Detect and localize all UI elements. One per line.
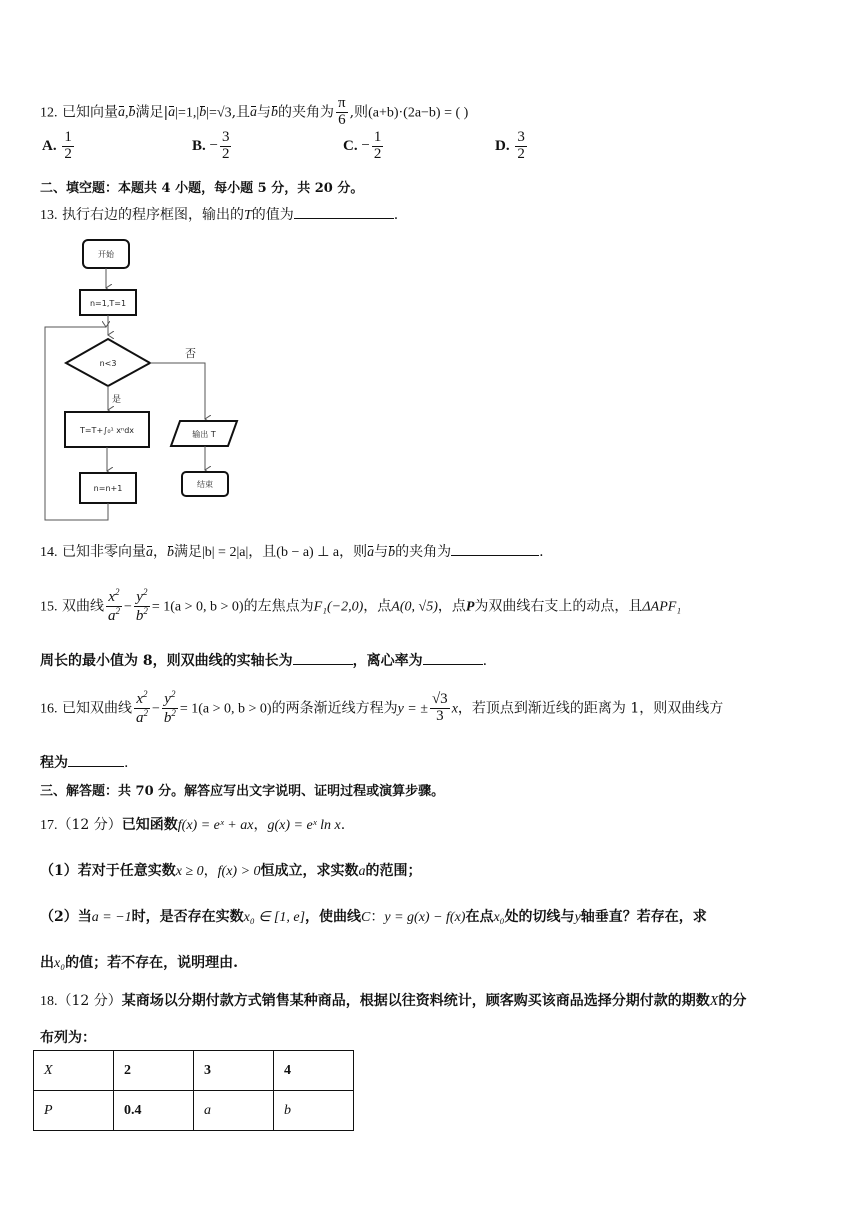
vector-b: b: [199, 105, 207, 121]
table-row: [34, 1091, 354, 1131]
q12-text: 满足|: [135, 104, 169, 121]
vector-a: a: [367, 545, 375, 560]
period: .: [340, 817, 346, 833]
init-label: n=1,T=1: [89, 299, 127, 308]
output-label: 输出 T: [192, 430, 216, 439]
q17-text: 处的切线与: [504, 909, 575, 925]
a-value: a = −1: [91, 910, 132, 925]
question-13: [40, 204, 398, 224]
denominator: 3: [436, 707, 444, 724]
option-fraction: [515, 130, 527, 163]
question-18-line-2: 布列为：: [40, 1030, 96, 1046]
variable-a: a: [358, 864, 366, 879]
q17-text: 当: [77, 909, 92, 925]
q13-text: 执行右边的程序框图，输出的: [61, 207, 244, 223]
x-squared-over-a-squared: $\frac{x^2}{a^2}$: [135, 689, 148, 726]
question-15: 15. 双曲线 $\frac{x^2}{a^2}$ − $\frac{y^2}{b^2}$ = 1(a > 0, b > 0)的左焦点为F₁(−2,0)，点A(0, √5)，点P为双曲线右支上的动点，且ΔAPF₁: [40, 587, 682, 624]
table-cell: 3: [194, 1051, 274, 1091]
q17-text: 已知函数: [121, 817, 178, 833]
table-cell: 4: [274, 1051, 354, 1091]
question-18: [40, 990, 746, 1010]
question-12: [40, 96, 468, 129]
x-squared-over-a-squared: $\frac{x^2}{a^2}$: [107, 587, 120, 624]
q16-text: 已知双曲线: [61, 700, 132, 717]
comma: ，: [152, 544, 167, 560]
table-cell: P: [34, 1091, 114, 1131]
q17-text: 在点: [465, 909, 494, 925]
asymptote-x: x: [451, 701, 458, 717]
question-number: 14.: [40, 545, 58, 560]
q16-text: 程为: [40, 755, 68, 771]
q15-text: 周长的最小值为 8，则双曲线的实轴长为: [40, 653, 293, 669]
table-cell: X: [34, 1051, 114, 1091]
q12-text: ,且: [231, 104, 251, 121]
option-d[interactable]: [495, 130, 529, 163]
denominator: 2: [221, 145, 230, 162]
question-17-part-1: [40, 860, 422, 880]
q18-text: 的分: [718, 993, 747, 1009]
q15-text: 的左焦点为: [243, 598, 314, 615]
q17-text: 若对于任意实数: [77, 863, 176, 879]
curve-equation: y = g(x) − f(x): [384, 910, 466, 925]
curve-C: C: [361, 910, 371, 925]
table-row: [34, 1051, 354, 1091]
vector-a: a: [145, 545, 153, 560]
question-number: 13.: [40, 208, 58, 223]
answer-blank-axis-length[interactable]: [293, 650, 353, 665]
variable-T: T: [243, 208, 252, 223]
option-a[interactable]: [42, 130, 76, 163]
function-g: g(x) = eˣ ln x: [267, 818, 341, 833]
q17-text: 时，是否存在实数: [131, 909, 244, 925]
q17-text: 出: [40, 955, 54, 971]
question-number: 18.: [40, 994, 58, 1009]
comma: ,: [124, 105, 129, 121]
end-label: 结束: [197, 480, 213, 489]
table-cell: b: [274, 1091, 354, 1131]
q12-text: ,则: [349, 104, 369, 121]
numerator: 3: [221, 129, 230, 145]
q17-text: 恒成立，求实数: [260, 863, 359, 879]
angle-fraction: [336, 96, 348, 129]
asymptote-prefix: y = ±: [397, 701, 428, 717]
points: （12 分）: [57, 817, 122, 833]
program-flowchart: [40, 235, 260, 525]
vector-a: a: [168, 105, 176, 121]
comma: ，: [253, 817, 268, 833]
part-label: （2）: [40, 909, 78, 925]
distribution-table: [33, 1050, 354, 1131]
q12-expression: (a+b)·(2a−b) = ( ): [368, 105, 469, 121]
focus-F1: F₁(−2,0): [313, 599, 364, 615]
vector-b: b: [166, 545, 174, 560]
q14-text: 满足: [173, 544, 202, 560]
q18-text: 某商场以分期付款方式销售某种商品，根据以往资料统计，顾客购买该商品选择分期付款的期数: [121, 993, 710, 1009]
question-14: [40, 541, 544, 561]
question-number: 15.: [40, 599, 58, 615]
vector-a: a: [117, 105, 125, 121]
question-number: 17.: [40, 818, 58, 833]
question-number: 16.: [40, 701, 58, 717]
period: .: [482, 653, 488, 669]
period: .: [539, 544, 544, 560]
option-label: A.: [42, 137, 57, 154]
point-P: P: [465, 599, 475, 615]
option-b[interactable]: [192, 130, 233, 163]
q16-text: ，若顶点到渐近线的距离为 1，则双曲线方: [457, 700, 724, 717]
option-label: C.: [343, 137, 358, 154]
option-label: B.: [192, 137, 206, 154]
numerator: √3: [431, 691, 448, 707]
question-17-part-2: [40, 906, 707, 926]
comma: ，: [203, 863, 218, 879]
q14-text: 与: [374, 544, 389, 560]
update-T-label: T=T+∫₀¹ xⁿdx: [79, 426, 135, 435]
q12-text: 的夹角为: [278, 104, 335, 121]
vector-a: a: [250, 105, 258, 121]
table-cell: a: [194, 1091, 274, 1131]
period: .: [393, 207, 399, 223]
triangle-APF1: ΔAPF₁: [642, 599, 682, 615]
question-16: 16. 已知双曲线 $\frac{x^2}{a^2}$ − $\frac{y^2}{b^2}$ = 1(a > 0, b > 0)的两条渐近线方程为y = ± $\frac{√3}{3}$ x，若顶点到渐近线的距离为 1，则双曲线方: [40, 689, 724, 726]
q14-perpendicular: (b − a) ⊥ a: [276, 545, 340, 560]
condition-x: x ≥ 0: [175, 864, 204, 879]
variable-X: X: [709, 994, 719, 1009]
question-17-part-2-line-2: [40, 952, 238, 972]
y-axis: y: [574, 910, 581, 925]
condition-f: f(x) > 0: [217, 864, 261, 879]
x0-interval: x₀ ∈ [1, e]: [243, 910, 306, 925]
q17-text: 的值；若不存在，说明理由.: [65, 955, 238, 971]
no-label: 否: [185, 347, 196, 360]
question-16-line-2: [40, 752, 128, 772]
question-17: [40, 814, 345, 834]
q14-text: ，且: [248, 544, 277, 560]
x0: x₀: [54, 956, 66, 971]
sqrt-three: √3: [216, 105, 232, 121]
option-c[interactable]: [343, 130, 385, 163]
yes-label: 是: [112, 395, 122, 405]
q12-condition: |=: [206, 105, 217, 121]
numerator: 1: [373, 129, 382, 145]
asymptote-slope: [430, 692, 450, 725]
x0: x₀: [493, 910, 505, 925]
point-A: A(0, √5): [391, 599, 438, 615]
answer-blank[interactable]: [451, 541, 539, 556]
vector-b: b: [271, 105, 279, 121]
condition-label: n<3: [99, 359, 117, 368]
q14-text: 已知非零向量: [61, 544, 146, 560]
colon: ：: [370, 909, 385, 925]
denominator: 2: [64, 145, 72, 162]
start-label: 开始: [98, 250, 114, 259]
section-heading-solve: 三、解答题：共 70 分。解答应写出文字说明、证明过程或演算步骤。: [40, 784, 445, 799]
q15-text: 双曲线: [61, 598, 104, 615]
q15-text: 为双曲线右支上的动点，且: [474, 598, 643, 615]
q15-text: ，点: [437, 598, 466, 615]
q17-text: ，使曲线: [305, 909, 362, 925]
table-cell: 2: [114, 1051, 194, 1091]
answer-blank[interactable]: [294, 204, 394, 219]
part-label: （1）: [40, 863, 78, 879]
question-15-line-2: [40, 650, 487, 670]
q16-text: 的两条渐近线方程为: [271, 700, 398, 717]
numerator: 1: [64, 129, 72, 145]
q13-text: 的值为: [251, 207, 294, 223]
q14-text: ，则: [339, 544, 368, 560]
numerator: 3: [517, 129, 525, 145]
q17-text: 的范围；: [365, 863, 422, 879]
table-cell: 0.4: [114, 1091, 194, 1131]
denominator: 2: [517, 145, 525, 162]
hyperbola-condition: = 1(a > 0, b > 0): [151, 599, 244, 615]
answer-blank-eccentricity[interactable]: [423, 650, 483, 665]
q12-text: 与: [257, 104, 272, 121]
option-sign: −: [209, 137, 218, 154]
vector-b: b: [128, 105, 136, 121]
answer-blank[interactable]: [68, 752, 124, 767]
q12-condition: |=1,|: [175, 105, 200, 121]
q15-text: ，离心率为: [352, 653, 423, 669]
option-fraction: [372, 130, 384, 163]
q17-text: 轴垂直？若存在，求: [580, 909, 707, 925]
y-squared-over-b-squared: $\frac{y^2}{b^2}$: [135, 587, 148, 624]
hyperbola-condition: = 1(a > 0, b > 0): [179, 701, 272, 717]
numerator: π: [338, 95, 346, 111]
question-number: 12.: [40, 105, 58, 121]
option-sign: −: [361, 137, 370, 154]
option-label: D.: [495, 137, 510, 154]
points: （12 分）: [57, 993, 122, 1009]
vector-b: b: [388, 545, 396, 560]
q14-condition: |b| = 2|a|: [201, 545, 249, 560]
section-heading-fill-in: 二、填空题：本题共 4 小题，每小题 5 分，共 20 分。: [40, 181, 364, 196]
y-squared-over-b-squared: $\frac{y^2}{b^2}$: [163, 689, 176, 726]
increment-label: n=n+1: [93, 484, 123, 493]
denominator: 6: [338, 111, 346, 128]
function-f: f(x) = eˣ + ax: [177, 818, 254, 833]
q12-text: 已知向量: [61, 104, 118, 121]
denominator: 2: [373, 145, 382, 162]
option-fraction: [62, 130, 74, 163]
q15-text: ，点: [363, 598, 392, 615]
period: .: [124, 755, 129, 771]
option-fraction: [220, 130, 232, 163]
q14-text: 的夹角为: [395, 544, 452, 560]
